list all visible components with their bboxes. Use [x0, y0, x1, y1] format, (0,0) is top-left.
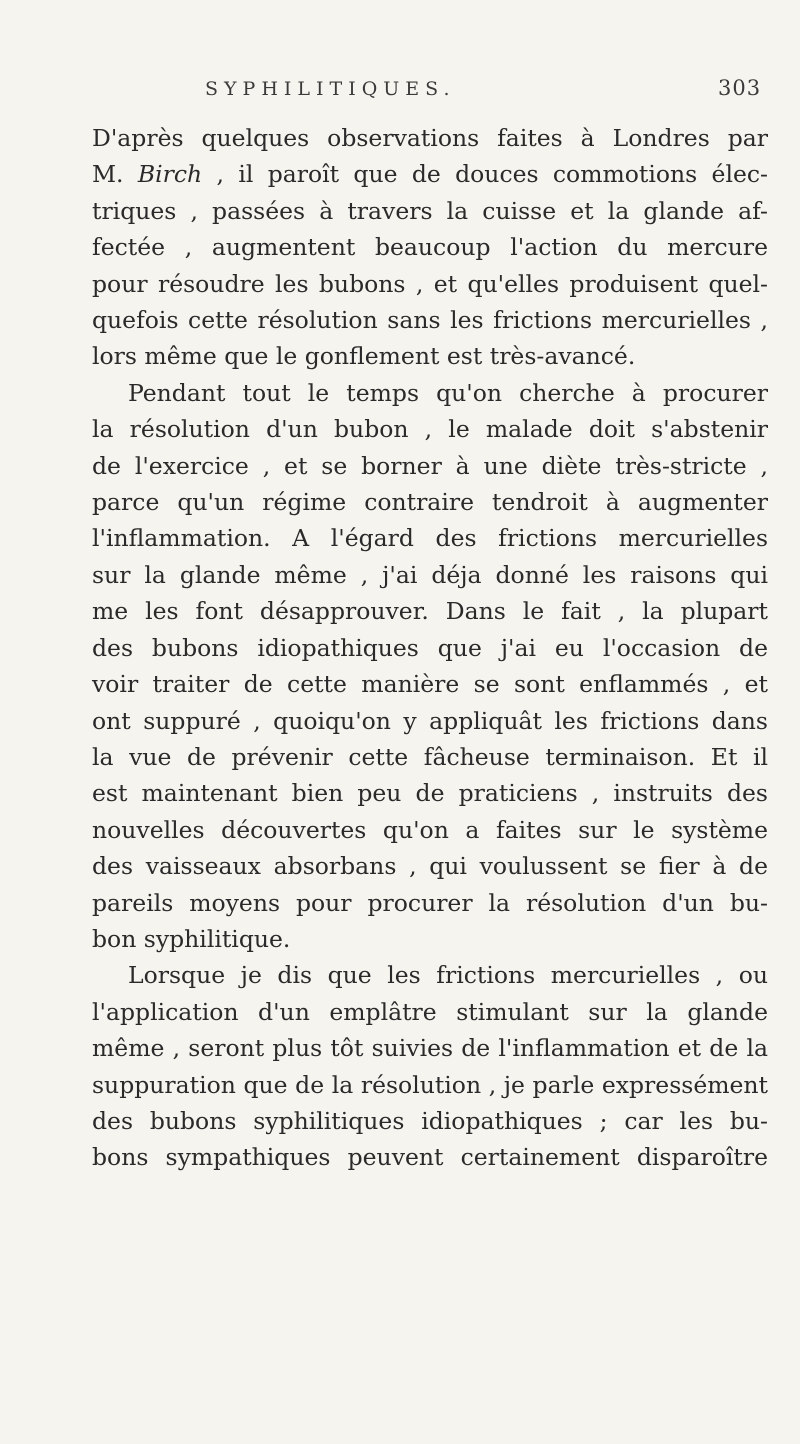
- text-line: l'inflammation. A l'égard des frictions mercurielles: [92, 524, 768, 553]
- text-line: parce qu'un régime contraire tendroit à augmenter: [92, 488, 768, 517]
- text-segment: , il paroît que de douces commotions élec-: [202, 160, 768, 189]
- text-line: triques , passées à travers la cuisse et la glande af-: [92, 196, 768, 225]
- text-line: bon syphilitique.: [92, 924, 291, 953]
- text-line: de l'exercice , et se borner à une diète très-stricte ,: [92, 451, 768, 480]
- text-line: la résolution d'un bubon , le malade doit s'abstenir: [92, 415, 768, 444]
- body-text: [92, 120, 768, 1176]
- paragraph-3: [92, 957, 768, 1175]
- author-name: Birch: [137, 160, 203, 189]
- text-line: sur la glande même , j'ai déja donné les raisons qui: [92, 560, 768, 589]
- page-number: 303: [718, 76, 762, 100]
- text-line: des vaisseaux absorbans , qui voulussent se fier à de: [92, 852, 768, 881]
- text-line: des bubons idiopathiques que j'ai eu l'occasion de: [92, 633, 768, 662]
- text-line: me les font désapprouver. Dans le fait , la plupart: [92, 597, 768, 626]
- text-line: pareils moyens pour procurer la résolution d'un bu-: [92, 888, 768, 917]
- text-line: lors même que le gonflement est très-avancé.: [92, 342, 636, 371]
- text-line: Lorsque je dis que les frictions mercurielles , ou: [128, 961, 768, 990]
- text-line: nouvelles découvertes qu'on a faites sur le système: [92, 815, 768, 844]
- text-line: voir traiter de cette manière se sont enflammés , et: [92, 670, 768, 699]
- text-line: [92, 156, 768, 192]
- text-line: suppuration que de la résolution , je parle expressément: [92, 1070, 768, 1099]
- text-line: des bubons syphilitiques idiopathiques ; car les bu-: [92, 1106, 768, 1135]
- paragraph-1: [92, 120, 768, 375]
- text-line: fectée , augmentent beaucoup l'action du mercure: [92, 233, 768, 262]
- text-line: D'après quelques observations faites à Londres par: [92, 124, 768, 152]
- text-line: l'application d'un emplâtre stimulant sur la glande: [92, 997, 768, 1026]
- text-line: quefois cette résolution sans les frictions mercurielles ,: [92, 306, 768, 335]
- text-line: Pendant tout le temps qu'on cherche à procurer: [128, 378, 768, 407]
- text-line: même , seront plus tôt suivies de l'inflammation et de la: [92, 1034, 768, 1063]
- text-line: ont suppuré , quoiqu'on y appliquât les frictions dans: [92, 706, 768, 735]
- text-line: est maintenant bien peu de praticiens , instruits des: [92, 779, 768, 808]
- text-line: pour résoudre les bubons , et qu'elles produisent quel-: [92, 269, 768, 298]
- paragraph-2: [92, 375, 768, 958]
- text-line: bons sympathiques peuvent certainement disparoître: [92, 1143, 768, 1172]
- text-segment: M.: [92, 160, 138, 189]
- running-head: SYPHILITIQUES.: [205, 78, 456, 100]
- text-line: la vue de prévenir cette fâcheuse terminaison. Et il: [92, 742, 768, 771]
